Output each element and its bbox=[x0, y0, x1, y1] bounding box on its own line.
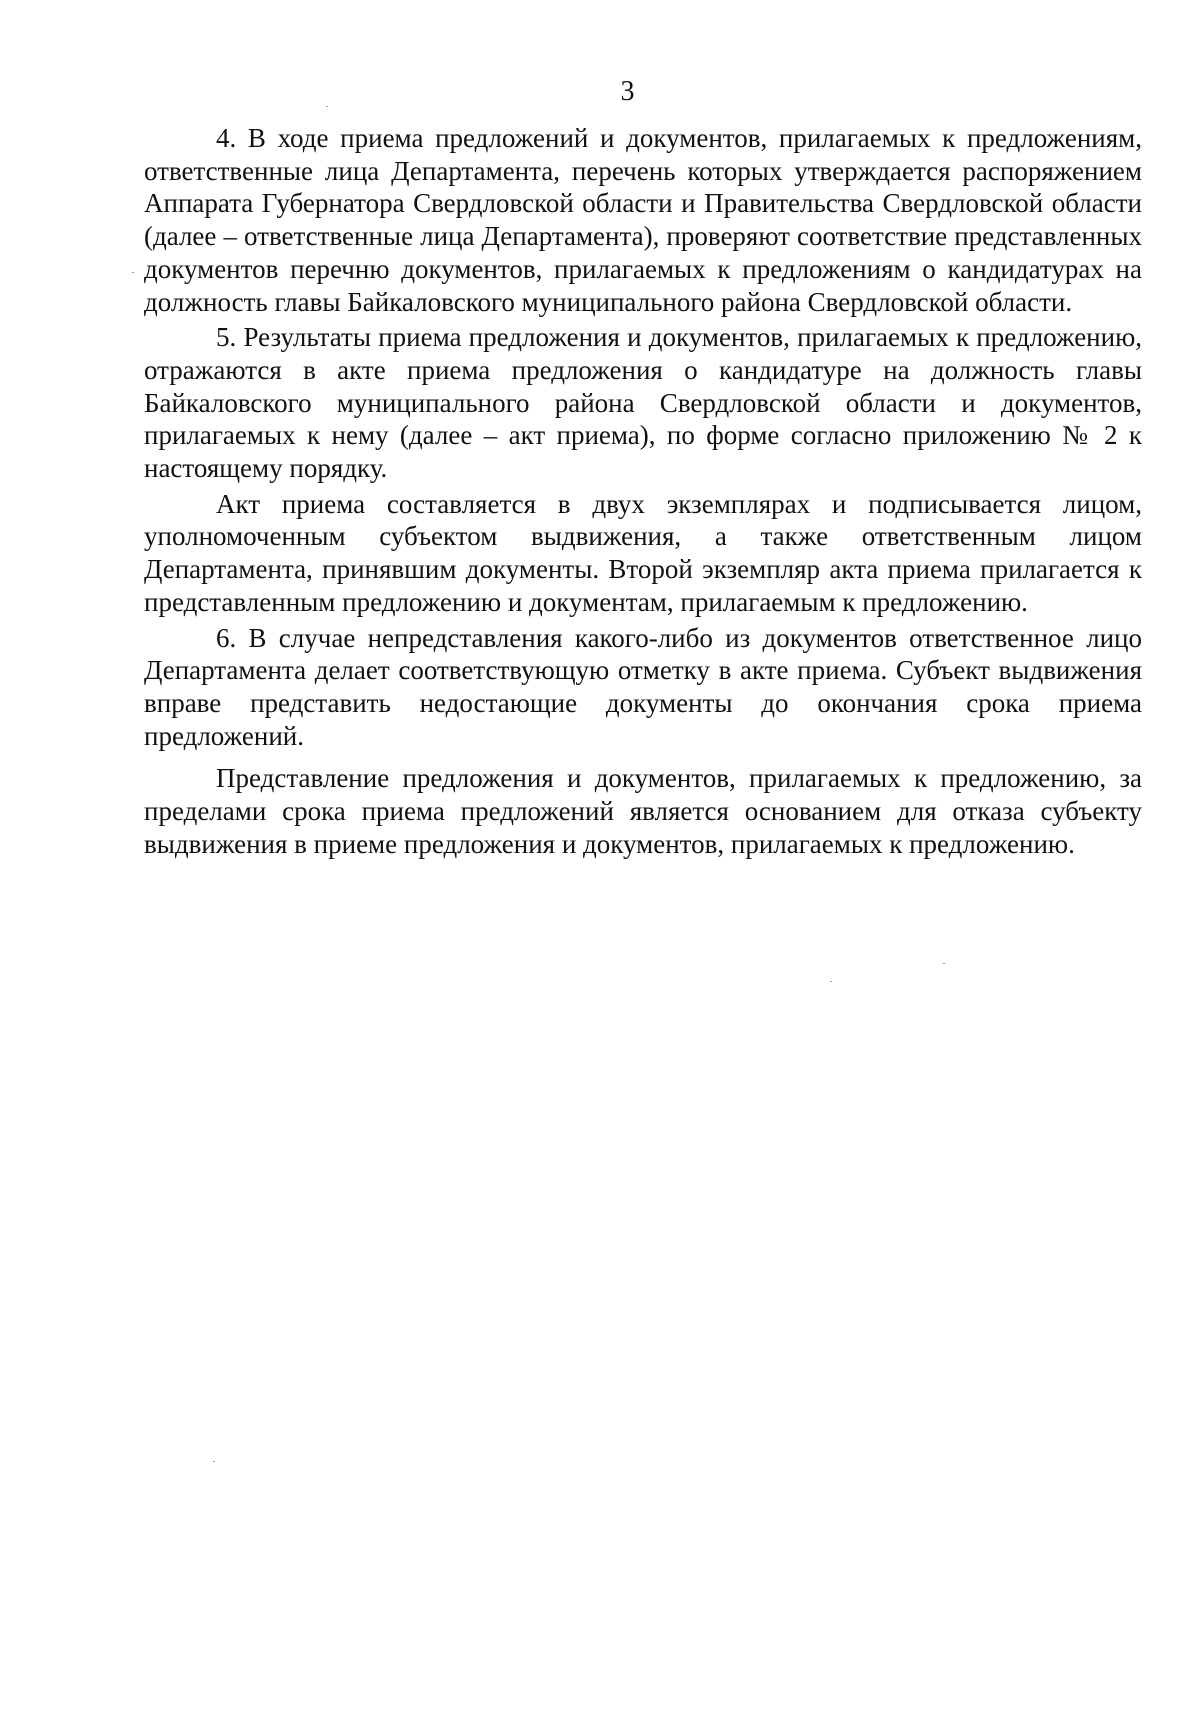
page-number: 3 bbox=[620, 76, 635, 107]
document-body bbox=[144, 122, 1142, 860]
paragraph-submission-deadline: Представление предложения и документов, прилагаемых к предложению, за пределами срока приема предложений является основанием для отказа субъекту выдвижения в приеме предложения и документов, прилагаемых к предложению. bbox=[144, 763, 1142, 859]
scan-speck bbox=[943, 963, 945, 964]
paragraph-item-6: 6. В случае непредставления какого-либо из документов ответственное лицо Департамента делает соответствующую отметку в акте приема. Субъект выдвижения вправе представить недостающие документы до окончания срока приема предложений. bbox=[144, 622, 1142, 751]
paragraph-item-4: 4. В ходе приема предложений и документов, прилагаемых к предложениям, ответственные лица Департамента, перечень которых утверждается распоряжением Аппарата Губернатора Свердловской области и Правительства Свердловской области (далее – ответственные лица Департамента), проверяют соответствие представленных документов перечню документов, прилагаемых к предложениям о кандидатурах на должность главы Байкаловского муниципального района Свердловской области. bbox=[144, 123, 1142, 317]
paragraph-item-5: 5. Результаты приема предложения и документов, прилагаемых к предложению, отражаются в акте приема предложения о кандидатуре на должность главы Байкаловского муниципального района Свердловской области и документов, прилагаемых к нему (далее – акт приема), по форме согласно приложению № 2 к настоящему порядку. bbox=[144, 322, 1142, 484]
scan-speck bbox=[326, 106, 328, 107]
paragraph-act-of-receipt: Акт приема составляется в двух экземплярах и подписывается лицом, уполномоченным субъектом выдвижения, а также ответственным лицом Департамента, принявшим документы. Второй экземпляр акта приема прилагается к представленным предложению и документам, прилагаемым к предложению. bbox=[144, 488, 1142, 617]
scan-speck bbox=[213, 1461, 215, 1462]
scan-speck bbox=[830, 981, 832, 982]
scan-speck bbox=[132, 272, 134, 273]
